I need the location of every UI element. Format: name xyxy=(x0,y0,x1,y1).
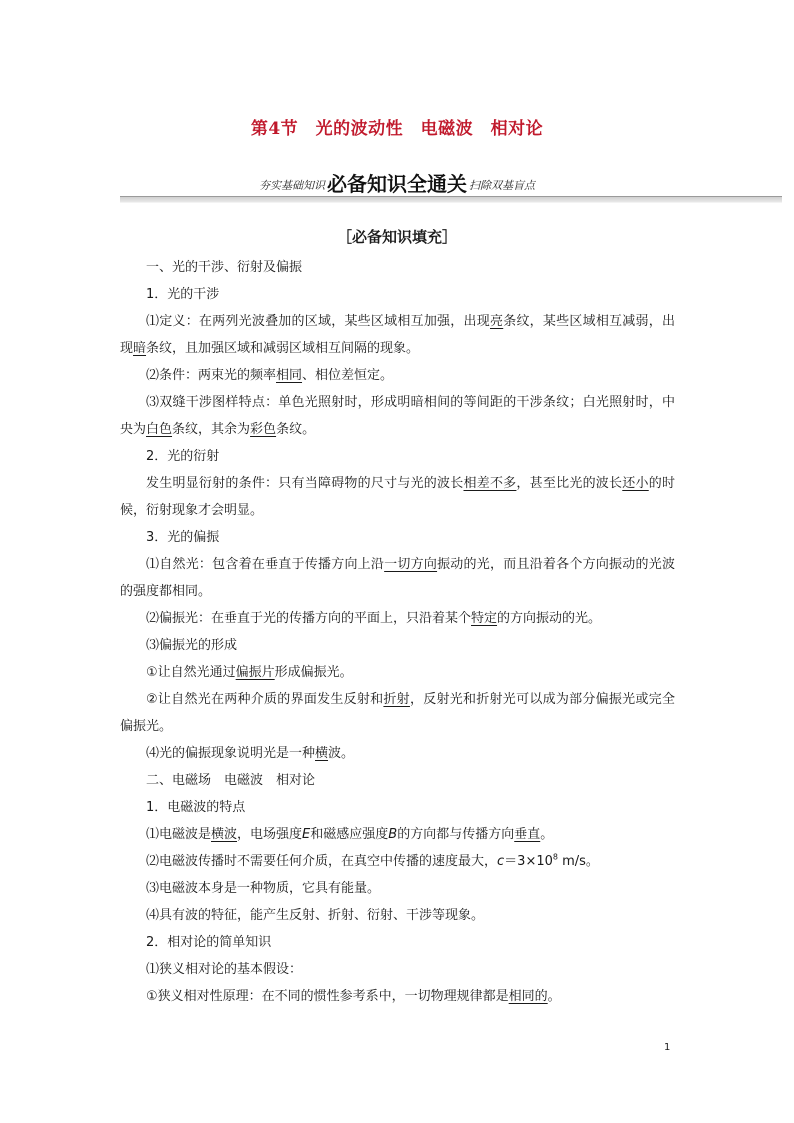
fill-in-answer: 相同 xyxy=(276,368,303,383)
text-run: 1．光的干涉 xyxy=(146,287,220,302)
text-run: ⑴定义：在两列光波叠加的区域，某些区域相互加强，出现 xyxy=(146,314,490,329)
text-run: ⑵偏振光：在垂直于光的传播方向的平面上，只沿着某个 xyxy=(146,611,472,626)
text-run: 和磁感应强度 xyxy=(310,827,389,842)
text-run: ①狭义相对性原理：在不同的惯性参考系中，一切物理规律都是 xyxy=(146,989,509,1004)
text-run: 条纹，且加强区域和减弱区域相互间隔的现象。 xyxy=(146,341,420,356)
paragraph-p12 xyxy=(120,848,675,875)
text-run: 振动的光，而且沿着各个方向振动的光波的强度都相同。 xyxy=(120,557,675,599)
fill-in-answer: 相同的 xyxy=(508,989,548,1004)
text-run: 。 xyxy=(540,827,554,842)
page-title: 第4节 光的波动性 电磁波 相对论 xyxy=(250,119,544,139)
text-run: 发生明显衍射的条件：只有当障碍物的尺寸与光的波长 xyxy=(146,476,464,491)
section-heading: ［必备知识填充］ xyxy=(336,228,457,246)
text-run: ，反射光和折射光可以成为部分偏振光或完全偏振光。 xyxy=(120,692,675,734)
fill-in-answer: 垂直 xyxy=(514,827,541,842)
math-symbol: c xyxy=(497,854,505,869)
text-run: ，电场强度 xyxy=(237,827,303,842)
paragraph-h2 xyxy=(120,767,675,794)
text-run: ⑵条件：两束光的频率 xyxy=(146,368,277,383)
text-run: ，甚至比光的波长 xyxy=(516,476,623,491)
paragraph-p15 xyxy=(120,956,675,983)
text-run: ＝3×10 xyxy=(504,854,553,869)
text-run: ⑷光的偏振现象说明光是一种 xyxy=(146,746,316,761)
text-run: ⑴电磁波是 xyxy=(146,827,212,842)
fill-in-answer: 一切方向 xyxy=(384,557,438,572)
fill-in-answer: 相差不多 xyxy=(463,476,517,491)
paragraph-h1 xyxy=(120,254,675,281)
paragraph-p3 xyxy=(120,389,675,443)
section-banner xyxy=(0,168,794,197)
paragraph-h1-2 xyxy=(120,443,675,470)
paragraph-p8 xyxy=(120,659,675,686)
paragraph-p16 xyxy=(120,983,675,1010)
paragraph-p10 xyxy=(120,740,675,767)
text-run: 3．光的偏振 xyxy=(146,530,220,545)
paragraph-p4 xyxy=(120,470,675,524)
text-run: ⑶双缝干涉图样特点：单色光照射时，形成明暗相间的等间距的干涉条纹；白光照射时，中央为 xyxy=(120,395,675,437)
text-run: 的方向都与传播方向 xyxy=(397,827,515,842)
fill-in-answer: 亮 xyxy=(489,314,504,329)
document-body xyxy=(120,254,675,1010)
fill-in-answer: 横波 xyxy=(211,827,238,842)
text-run: ⑶电磁波本身是一种物质，它具有能量。 xyxy=(146,881,381,896)
banner-right-text: 扫除双基盲点 xyxy=(469,179,535,192)
paragraph-p9 xyxy=(120,686,675,740)
fill-in-answer: 横 xyxy=(315,746,329,761)
text-run: 条纹，其余为 xyxy=(172,422,251,437)
text-run: 条纹，某些区域相互减弱，出现 xyxy=(120,314,675,356)
text-run: 2．光的衍射 xyxy=(146,449,220,464)
paragraph-p2 xyxy=(120,362,675,389)
text-run: 2．相对论的简单知识 xyxy=(146,935,272,950)
banner-left-text: 夯实基础知识 xyxy=(259,179,325,192)
text-run: 二、电磁场 电磁波 相对论 xyxy=(146,773,316,788)
fill-in-answer: 白色 xyxy=(146,422,173,437)
fill-in-answer: 还小 xyxy=(622,476,649,491)
banner-divider xyxy=(120,196,782,203)
paragraph-h1-3 xyxy=(120,524,675,551)
fill-in-answer: 彩色 xyxy=(250,422,277,437)
paragraph-p11 xyxy=(120,821,675,848)
text-run: 。 xyxy=(547,989,561,1004)
paragraph-p5 xyxy=(120,551,675,605)
page-number: 1 xyxy=(664,1042,671,1053)
fill-in-answer: 折射 xyxy=(383,692,410,707)
fill-in-answer: 暗 xyxy=(133,341,147,356)
text-run: 一、光的干涉、衍射及偏振 xyxy=(146,260,303,275)
text-run: ⑵电磁波传播时不需要任何介质，在真空中传播的速度最大， xyxy=(146,854,498,869)
text-run: 的方向振动的光。 xyxy=(497,611,602,626)
paragraph-h1-1 xyxy=(120,281,675,308)
text-run: m/s。 xyxy=(557,854,599,869)
paragraph-p1 xyxy=(120,308,675,362)
fill-in-answer: 特定 xyxy=(471,611,498,626)
text-run: ⑶偏振光的形成 xyxy=(146,638,238,653)
text-run: ⑴狭义相对论的基本假设： xyxy=(146,962,303,977)
text-run: 波。 xyxy=(328,746,355,761)
text-run: 条纹。 xyxy=(276,422,316,437)
paragraph-p7 xyxy=(120,632,675,659)
text-run: ⑴自然光：包含着在垂直于传播方向上沿 xyxy=(146,557,385,572)
paragraph-p6 xyxy=(120,605,675,632)
banner-main-text: 必备知识全通关 xyxy=(327,172,467,196)
text-run: 形成偏振光。 xyxy=(274,665,353,680)
paragraph-h2-1 xyxy=(120,794,675,821)
text-run: ⑷具有波的特征，能产生反射、折射、衍射、干涉等现象。 xyxy=(146,908,485,923)
paragraph-p13 xyxy=(120,875,675,902)
math-symbol: B xyxy=(388,827,398,842)
text-run: 、相位差恒定。 xyxy=(302,368,394,383)
text-run: ②让自然光在两种介质的界面发生反射和 xyxy=(146,692,384,707)
paragraph-p14 xyxy=(120,902,675,929)
math-symbol: E xyxy=(302,827,311,842)
text-run: ①让自然光通过 xyxy=(146,665,236,680)
superscript: 8 xyxy=(552,852,558,862)
text-run: 1．电磁波的特点 xyxy=(146,800,246,815)
text-run: 的时候，衍射现象才会明显。 xyxy=(120,476,675,518)
paragraph-h2-2 xyxy=(120,929,675,956)
fill-in-answer: 偏振片 xyxy=(235,665,275,680)
